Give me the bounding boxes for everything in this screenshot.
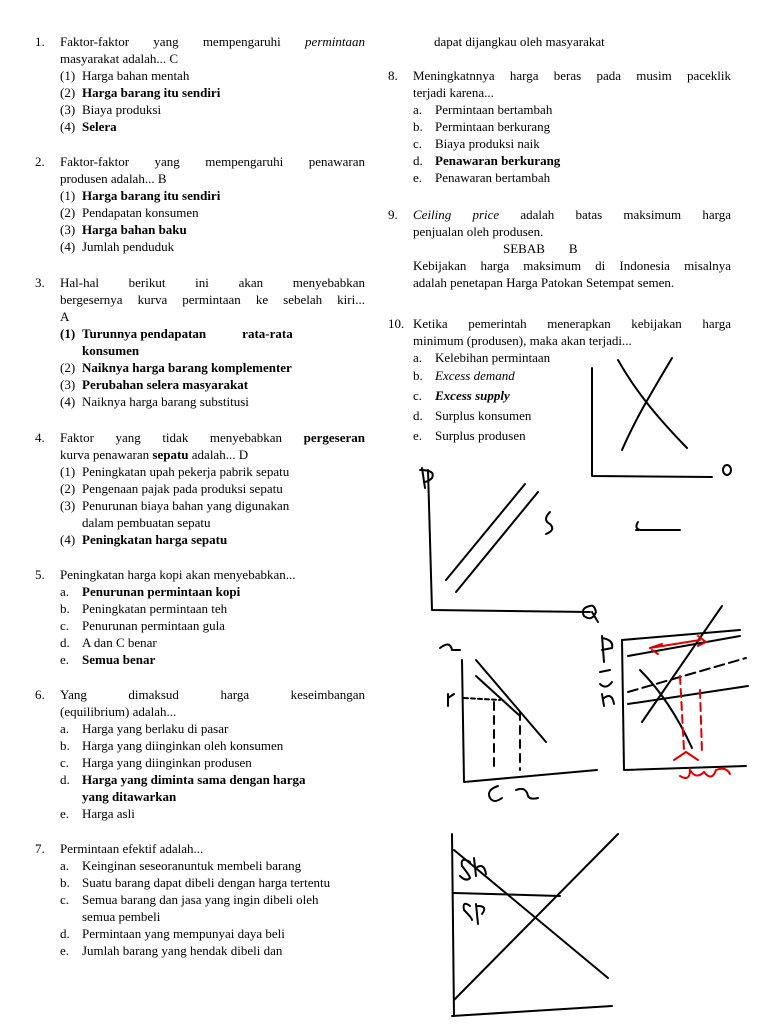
option-text: Jumlah penduduk bbox=[82, 239, 175, 254]
option-text: Harga yang diinginkan produsen bbox=[82, 755, 252, 770]
option-text: Peningkatan permintaan teh bbox=[82, 601, 228, 616]
option-text: Permintaan yang mempunyai daya beli bbox=[82, 926, 285, 941]
option-text: Excess demand bbox=[435, 368, 515, 383]
option-label: b. bbox=[413, 119, 423, 134]
option-label: (1) bbox=[60, 68, 76, 83]
option-label: e. bbox=[413, 428, 423, 443]
question-text-italic: Ceiling price bbox=[413, 207, 500, 222]
demand-line-2 bbox=[476, 676, 520, 716]
question-number: 3. bbox=[35, 275, 45, 290]
option-text: Penawaran bertambah bbox=[435, 170, 551, 185]
supply-line bbox=[446, 484, 525, 580]
question-text-bold: pergeseran bbox=[303, 430, 365, 445]
option-text: Harga bahan baku bbox=[82, 222, 187, 237]
option-text: dalam pembuatan sepatu bbox=[82, 515, 211, 530]
question-text: Kebijakan harga maksimum di Indonesia misalnya bbox=[413, 258, 731, 273]
question-text: bergesernya kurva permintaan ke sebelah kiri... bbox=[60, 292, 365, 307]
question-text: Peningkatan harga kopi akan menyebabkan... bbox=[60, 567, 296, 582]
option-label: b. bbox=[60, 601, 70, 616]
option-text: Surplus produsen bbox=[435, 428, 526, 443]
question-text-bold: sepatu bbox=[152, 447, 189, 462]
option-text: Peningkatan upah pekerja pabrik sepatu bbox=[82, 464, 290, 479]
question-7-continuation: dapat dijangkau oleh masyarakat bbox=[434, 34, 605, 49]
option-text: Harga asli bbox=[82, 806, 135, 821]
option-text: Penurunan permintaan gula bbox=[82, 618, 225, 633]
option-label: a. bbox=[60, 858, 70, 873]
option-text: Penawaran berkurang bbox=[435, 153, 561, 168]
answer-key: B bbox=[568, 241, 578, 256]
option-text: yang ditawarkan bbox=[82, 789, 177, 804]
option-label: c. bbox=[60, 618, 70, 633]
option-text: Harga barang itu sendiri bbox=[82, 85, 221, 100]
axis-lines bbox=[462, 660, 597, 782]
option-label: c. bbox=[60, 892, 70, 907]
option-label: d. bbox=[60, 926, 70, 941]
option-label: c. bbox=[413, 388, 423, 403]
question-text: adalah... D bbox=[188, 447, 249, 462]
question-number: 5. bbox=[35, 567, 45, 582]
option-label: (4) bbox=[60, 239, 76, 254]
question-number: 10. bbox=[388, 316, 405, 331]
option-label: (2) bbox=[60, 85, 76, 100]
option-label: d. bbox=[60, 772, 70, 787]
question-text: Faktor-faktor yang mempengaruhi penawaran bbox=[60, 154, 365, 169]
y-axis bbox=[452, 834, 454, 1016]
question-text: adalah batas maksimum harga bbox=[499, 207, 731, 222]
option-text: Perubahan selera masyarakat bbox=[82, 377, 249, 392]
option-text: Excess supply bbox=[435, 388, 510, 403]
option-label: a. bbox=[60, 721, 70, 736]
option-text: Permintaan bertambah bbox=[435, 102, 553, 117]
axis-label-mark bbox=[723, 465, 731, 475]
question-text: produsen adalah... B bbox=[60, 171, 167, 186]
option-text: Biaya produksi bbox=[82, 102, 162, 117]
option-label: d. bbox=[60, 635, 70, 650]
option-label: e. bbox=[60, 943, 70, 958]
option-text: Peningkatan harga sepatu bbox=[82, 532, 228, 547]
supply-line bbox=[454, 834, 618, 1000]
option-label: a. bbox=[60, 584, 70, 599]
option-text: Penurunan biaya bahan yang digunakan bbox=[82, 498, 290, 513]
option-text: Surplus konsumen bbox=[435, 408, 532, 423]
option-label: e. bbox=[60, 652, 70, 667]
question-text: Permintaan efektif adalah... bbox=[60, 841, 204, 856]
option-text: Keinginan seseoranuntuk membeli barang bbox=[82, 858, 302, 873]
question-number: 4. bbox=[35, 430, 45, 445]
option-label: b. bbox=[413, 368, 423, 383]
option-label: e. bbox=[413, 170, 423, 185]
option-text: Penurunan permintaan kopi bbox=[82, 584, 241, 599]
option-text: Harga yang diminta sama dengan harga bbox=[82, 772, 306, 787]
option-text: Harga yang diinginkan oleh konsumen bbox=[82, 738, 284, 753]
option-label: (2) bbox=[60, 205, 76, 220]
option-text: Kelebihan permintaan bbox=[435, 350, 551, 365]
option-label: d. bbox=[413, 153, 423, 168]
option-text: semua pembeli bbox=[82, 909, 161, 924]
question-text: Yang dimaksud harga keseimbangan bbox=[60, 687, 365, 702]
question-number: 9. bbox=[388, 207, 398, 222]
option-text: Naiknya harga barang substitusi bbox=[82, 394, 249, 409]
option-label: a. bbox=[413, 102, 423, 117]
question-number: 2. bbox=[35, 154, 45, 169]
option-text: Pengenaan pajak pada produksi sepatu bbox=[82, 481, 283, 496]
option-text: Biaya produksi naik bbox=[435, 136, 540, 151]
question-text: adalah penetapan Harga Patokan Setempat semen. bbox=[413, 275, 675, 290]
option-label: c. bbox=[413, 136, 423, 151]
option-label: c. bbox=[60, 755, 70, 770]
option-text: Selera bbox=[82, 119, 117, 134]
question-text: penjualan oleh produsen. bbox=[413, 224, 544, 239]
option-text: Harga bahan mentah bbox=[82, 68, 190, 83]
option-label: (3) bbox=[60, 222, 76, 237]
question-text: (equilibrium) adalah... bbox=[60, 704, 177, 719]
option-text: Semua barang dan jasa yang ingin dibeli oleh bbox=[82, 892, 319, 907]
option-label: (1) bbox=[60, 188, 76, 203]
option-label: (3) bbox=[60, 498, 76, 513]
option-label: b. bbox=[60, 875, 70, 890]
question-number: 7. bbox=[35, 841, 45, 856]
option-text: Semua benar bbox=[82, 652, 156, 667]
option-text: Suatu barang dapat dibeli dengan harga tertentu bbox=[82, 875, 331, 890]
question-text: terjadi karena... bbox=[413, 85, 494, 100]
option-label: (3) bbox=[60, 102, 76, 117]
option-label: d. bbox=[413, 408, 423, 423]
option-text: Permintaan berkurang bbox=[435, 119, 551, 134]
axis-lines bbox=[428, 470, 590, 612]
option-label: (4) bbox=[60, 532, 76, 547]
question-text: Hal-hal berikut ini akan menyebabkan bbox=[60, 275, 365, 290]
x-axis bbox=[452, 1006, 612, 1016]
question-text: Meningkatnnya harga beras pada musim paceklik bbox=[413, 68, 731, 83]
question-text: Ketika pemerintah menerapkan kebijakan harga bbox=[413, 316, 731, 331]
question-text: Faktor yang tidak menyebabkan bbox=[60, 430, 304, 445]
question-number: 8. bbox=[388, 68, 398, 83]
question-text: masyarakat adalah... C bbox=[60, 51, 179, 66]
question-text: Faktor-faktor yang mempengaruhi bbox=[60, 34, 306, 49]
option-label: (2) bbox=[60, 360, 76, 375]
option-label: (1) bbox=[60, 464, 76, 479]
option-text: Harga barang itu sendiri bbox=[82, 188, 221, 203]
option-label: e. bbox=[60, 806, 70, 821]
option-text: Jumlah barang yang hendak dibeli dan bbox=[82, 943, 283, 958]
question-number: 6. bbox=[35, 687, 45, 702]
option-label: (2) bbox=[60, 481, 76, 496]
option-text: Naiknya harga barang komplementer bbox=[82, 360, 292, 375]
option-text: Pendapatan konsumen bbox=[82, 205, 199, 220]
option-label: (4) bbox=[60, 394, 76, 409]
option-label: b. bbox=[60, 738, 70, 753]
option-text: A dan C benar bbox=[82, 635, 157, 650]
option-label: (3) bbox=[60, 377, 76, 392]
question-text-italic: permintaan bbox=[305, 34, 365, 49]
option: konsumen bbox=[82, 343, 140, 358]
question-number: 1. bbox=[35, 34, 45, 49]
option-text: Harga yang berlaku di pasar bbox=[82, 721, 229, 736]
supply-line-shifted bbox=[456, 492, 538, 592]
answer-key: A bbox=[60, 309, 70, 324]
question-text: minimum (produsen), maka akan terjadi... bbox=[413, 333, 632, 348]
option: (1) Turunnya pendapatan rata-rata bbox=[60, 326, 293, 341]
sebab-label: SEBAB bbox=[503, 241, 545, 256]
question-text: kurva penawaran bbox=[60, 447, 153, 462]
option-label: (4) bbox=[60, 119, 76, 134]
axis-lines bbox=[592, 368, 712, 477]
option-label: a. bbox=[413, 350, 423, 365]
demand-line bbox=[476, 660, 546, 742]
